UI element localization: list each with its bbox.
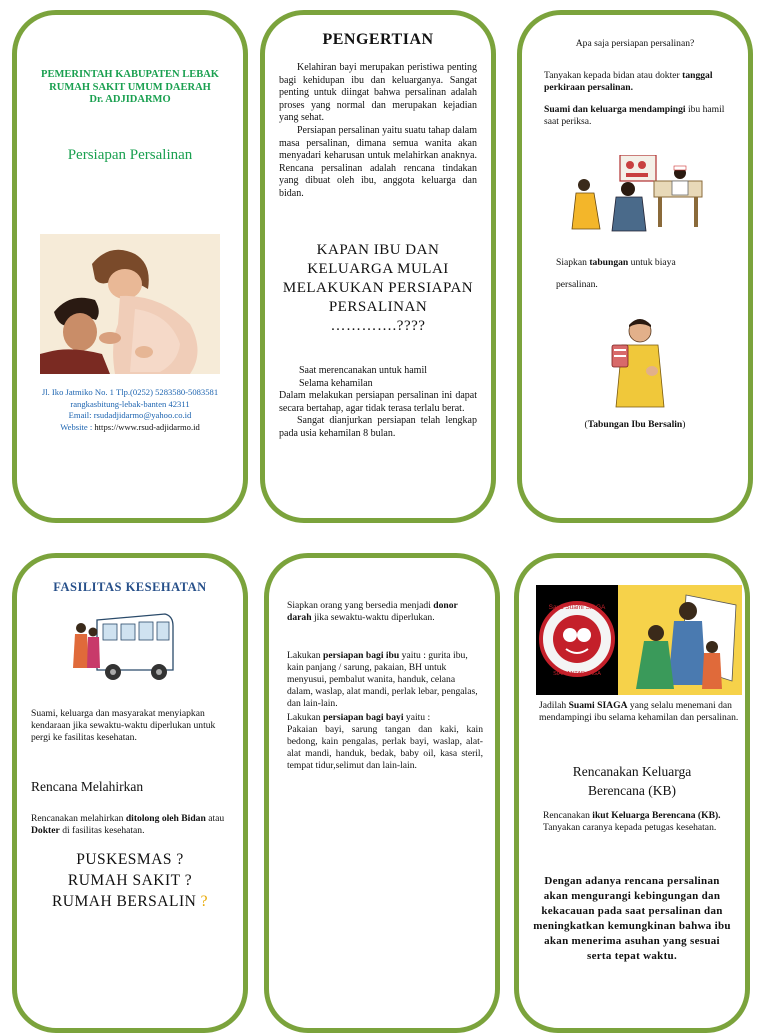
rencana-heading: Rencana Melahirkan	[31, 779, 144, 794]
bayi-bold: persiapan bagi bayi	[322, 712, 404, 723]
org-line-2: RUMAH SAKIT UMUM DAERAH	[49, 81, 211, 93]
pengertian-panel	[260, 10, 496, 523]
persiapan-bayi-paragraph	[287, 712, 483, 772]
bayi-intro	[287, 712, 483, 724]
siaga-panel	[514, 553, 750, 1033]
rencana-bold-1: ditolong oleh Bidan	[125, 813, 206, 824]
kapan-body	[279, 365, 477, 441]
ibu-pre: Lakukan	[287, 650, 321, 661]
organization-header	[27, 69, 233, 107]
cover-title: Persiapan Persalinan	[67, 147, 193, 163]
ibu-post: yaitu : gurita ibu, kain panjang / sarung, pakaian, BH untuk menyusui, pembalut wanita, handuk, celana dalam, waslap, alat mandi, perlak lebar, pengalas, dan lain-lain.	[287, 650, 478, 709]
tabungan-line-2: persalinan.	[556, 279, 598, 290]
kapan-paragraph-4: Sangat dianjurkan persiapan telah lengkap pada usia kehamilan 8 bulan.	[279, 415, 477, 439]
closing-statement: Dengan adanya rencana persalinan akan mengurangi kebingungan dan kekacauan pada saat persalinan dan meningkatkan kemungkinan bahwa ibu akan menerima asuhan yang sesuai serta tepat waktu.	[533, 875, 731, 962]
apa-saja-heading: Apa saja persiapan persalinan?	[575, 38, 695, 49]
option-puskesmas: PUSKESMAS ?	[76, 851, 184, 868]
donor-bold: donor darah	[287, 600, 458, 623]
kapan-item-2: Selama kehamilan	[299, 377, 373, 389]
donor-pre: Siapkan orang yang bersedia menjadi	[287, 600, 431, 611]
caption-text: Tabungan Ibu Bersalin	[587, 419, 683, 430]
suami-line	[544, 104, 734, 128]
hpl-text: Tanyakan kepada bidan atau dokter	[544, 70, 680, 81]
bayi-list: Pakaian bayi, sarung tangan dan kaki, kain bedong, kain pengalas, perlak bayi, waslap, alat-alat mandi, handuk, bedak, baby oil, kasa steril, tempat tidur,selimut dan lain-lain.	[287, 724, 483, 771]
siaga-paragraph	[539, 700, 739, 724]
savings-book-illustration	[600, 311, 680, 411]
pengertian-heading: PENGERTIAN	[322, 31, 434, 48]
tabungan-pre: Siapkan	[556, 257, 587, 268]
email-text: Email: rsudadjidarmo@yahoo.co.id	[68, 410, 192, 420]
caption-open: (	[584, 419, 588, 430]
cover-panel	[12, 10, 248, 523]
donor-paragraph	[287, 600, 483, 624]
siapkan-panel	[264, 553, 500, 1033]
ibu-bold: persiapan bagi ibu	[322, 650, 400, 661]
kapan-heading: KAPAN IBU DAN KELUARGA MULAI MELAKUKAN PERSIAPAN PERSALINAN	[282, 242, 474, 315]
website-link[interactable]: https://www.rsud-adjidarmo.id	[94, 421, 200, 432]
suami-text: ibu hamil saat periksa.	[544, 104, 725, 127]
caption-close: )	[682, 419, 686, 430]
kapan-heading-block	[279, 241, 477, 336]
kapan-paragraph-3: Dalam melakukan persiapan persalinan ini dapat secara bertahap, agar tidak terasa terlalu berat.	[279, 390, 477, 414]
tabungan-block	[556, 252, 736, 296]
bayi-post: yaitu :	[405, 712, 431, 723]
fasilitas-heading: FASILITAS KESEHATAN	[53, 580, 207, 594]
fasilitas-panel	[12, 553, 248, 1033]
persiapan-ibu-paragraph	[287, 650, 483, 710]
badge-top-text: Saya Suami SIAGA	[548, 604, 606, 611]
apa-saja-body	[544, 70, 734, 128]
kapan-heading-suffix: ………….????	[330, 318, 426, 334]
address-line-2: rangkasbitung-lebak-banten 42311	[70, 398, 190, 409]
kb-bold: ikut Keluarga Berencana (KB).	[592, 810, 721, 821]
pengertian-body	[279, 62, 477, 201]
siaga-post: yang selalu menemani dan mendampingi ibu selama kehamilan dan persalinan.	[539, 700, 739, 723]
org-line-1: PEMERINTAH KABUPATEN LEBAK	[41, 69, 219, 80]
tabungan-post: untuk biaya	[630, 257, 676, 268]
ambulance-illustration	[69, 604, 179, 688]
option-rumah-bersalin-text: RUMAH BERSALIN	[51, 893, 197, 910]
siaga-bold: Suami SIAGA	[568, 700, 628, 711]
kb-pre: Rencanakan	[543, 810, 590, 821]
suami-bold: Suami dan keluarga mendampingi	[544, 104, 686, 115]
option-question-mark: ?	[200, 893, 209, 910]
badge-bottom-text: SIAP ANTAR JAGA	[553, 671, 601, 677]
rencana-post: di fasilitas kesehatan.	[62, 825, 145, 836]
kb-post: Tanyakan caranya kepada petugas kesehatan.	[543, 822, 717, 833]
hpl-bold: tanggal perkiraan persalinan.	[544, 70, 713, 93]
facility-options	[23, 849, 237, 912]
tabungan-bold: tabungan	[589, 257, 629, 268]
kb-paragraph	[543, 810, 733, 834]
kb-heading	[529, 762, 735, 800]
kb-heading-line-2: Berencana (KB)	[587, 783, 677, 798]
website-label: Website :	[60, 421, 93, 432]
bayi-pre: Lakukan	[287, 712, 321, 723]
siaga-pre: Jadilah	[539, 700, 567, 711]
option-rumah-bersalin	[23, 891, 237, 912]
pengertian-paragraph-1: Kelahiran bayi merupakan peristiwa penting bagi kehidupan ibu dan keluarganya. Sangat penting untuk diingat bahwa persalinan adalah proses yang normal dan merupakan kejadian yang sehat.	[279, 62, 477, 124]
org-line-3: Dr. ADJIDARMO	[89, 94, 171, 105]
rencana-bold-2: Dokter	[31, 825, 60, 836]
kapan-item-1: Saat merencanakan untuk hamil	[299, 365, 428, 376]
donor-post: jika sewaktu-waktu diperlukan.	[313, 612, 435, 623]
clinic-visit-illustration	[568, 155, 708, 241]
kb-heading-line-1: Rencanakan Keluarga	[572, 764, 692, 779]
suami-siaga-illustration	[536, 585, 742, 695]
option-rumah-sakit: RUMAH SAKIT ?	[67, 872, 193, 889]
apa-saja-panel	[517, 10, 753, 523]
website-line	[21, 422, 239, 434]
tabungan-line-1	[556, 252, 736, 274]
rencana-mid: atau	[208, 813, 225, 824]
couple-photo	[40, 234, 220, 374]
hpl-line	[544, 70, 734, 94]
rencana-paragraph	[31, 813, 229, 837]
pengertian-paragraph-2: Persiapan persalinan yaitu suatu tahap dalam masa persalinan, dimana semua wanita akan menyadari keharusan untuk melahirkan anaknya. Rencana persalinan adalah rencana tindakan yang dibuat oleh ibu, anggota keluarga dan bidan.	[279, 124, 477, 199]
fasilitas-paragraph: Suami, keluarga dan masyarakat menyiapkan kendaraan jika sewaktu-waktu diperlukan untuk pergi ke fasilitas kesehatan.	[31, 708, 216, 743]
rencana-pre: Rencanakan melahirkan	[31, 813, 124, 824]
tabungan-caption	[532, 419, 738, 431]
contact-block	[21, 387, 239, 433]
address-line-1: Jl. Iko Jatmiko No. 1 Tlp.(0252) 5283580-5083581	[41, 387, 219, 397]
